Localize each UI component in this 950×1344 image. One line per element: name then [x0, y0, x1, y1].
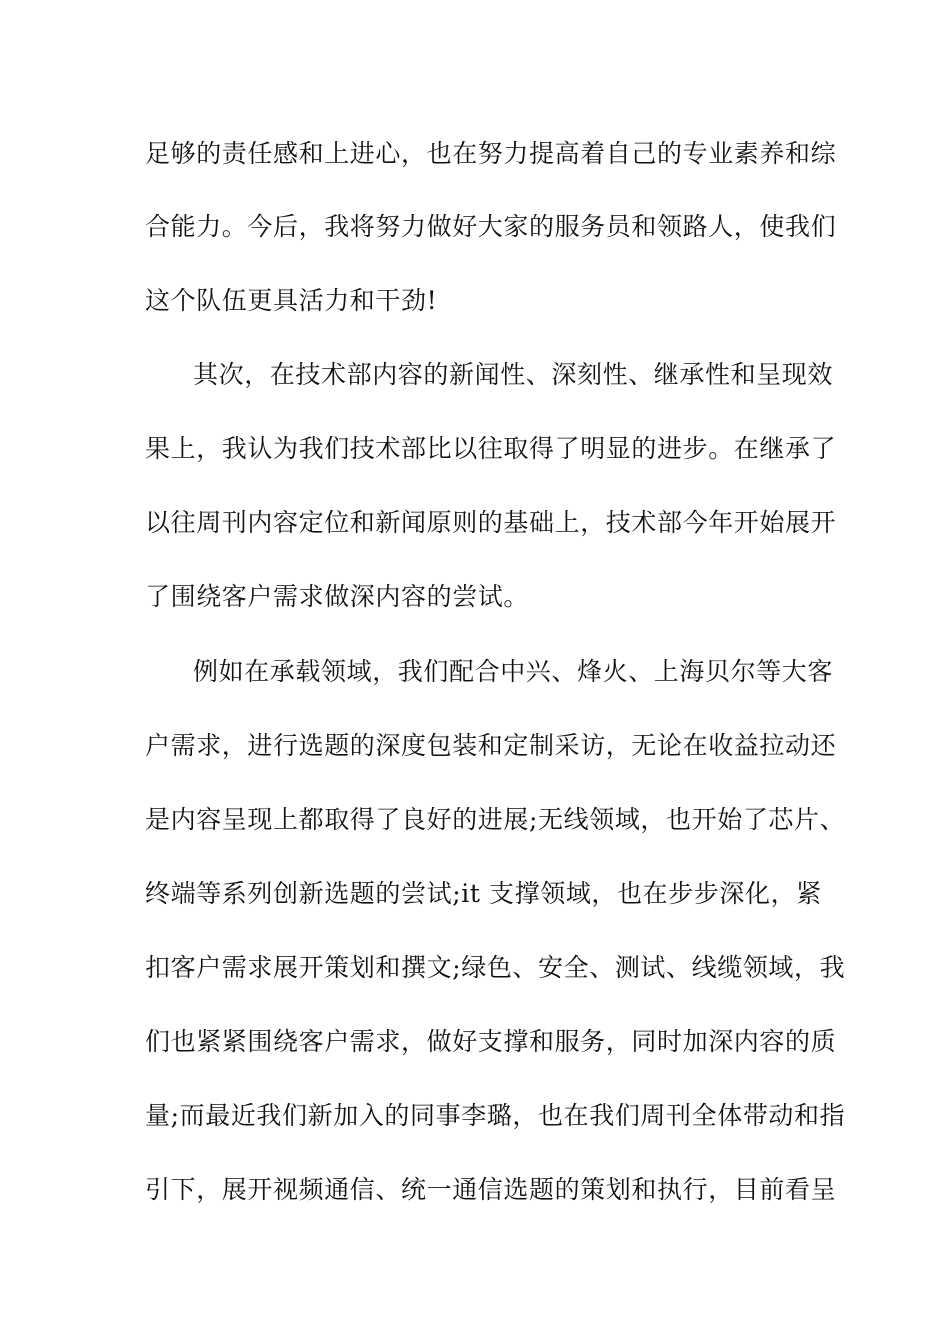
text-line-1: 足够的责任感和上进心，也在努力提高着自己的专业素养和综 [145, 139, 837, 168]
text-line-2: 合能力。今后，我将努力做好大家的服务员和领路人，使我们 [145, 212, 837, 241]
paragraph-3-line-1: 例如在承载领域，我们配合中兴、烽火、上海贝尔等大客 [193, 657, 834, 686]
paragraph-3-line-5: 扣客户需求展开策划和撰文;绿色、安全、测试、线缆领域，我 [145, 953, 846, 982]
paragraph-2-line-1: 其次，在技术部内容的新闻性、深刻性、继承性和呈现效 [193, 360, 834, 389]
paragraph-2-line-4: 了围绕客户需求做深内容的尝试。 [145, 582, 530, 611]
paragraph-3-line-2: 户需求，进行选题的深度包装和定制采访，无论在收益拉动还 [145, 731, 837, 760]
paragraph-3-line-7: 量;而最近我们新加入的同事李璐，也在我们周刊全体带动和指 [145, 1101, 846, 1130]
text-line-3: 这个队伍更具活力和干劲! [145, 286, 438, 315]
paragraph-3-line-3: 是内容呈现上都取得了良好的进展;无线领域，也开始了芯片、 [145, 805, 846, 834]
paragraph-2-line-3: 以往周刊内容定位和新闻原则的基础上，技术部今年开始展开 [145, 508, 837, 537]
paragraph-2-line-2: 果上，我认为我们技术部比以往取得了明显的进步。在继承了 [145, 434, 837, 463]
paragraph-3-line-6: 们也紧紧围绕客户需求，做好支撑和服务，同时加深内容的质 [145, 1027, 837, 1056]
paragraph-3-line-4: 终端等系列创新选题的尝试;it 支撑领域，也在步步深化，紧 [145, 879, 822, 908]
paragraph-3-line-8: 引下，展开视频通信、统一通信选题的策划和执行，目前看呈 [145, 1175, 837, 1204]
